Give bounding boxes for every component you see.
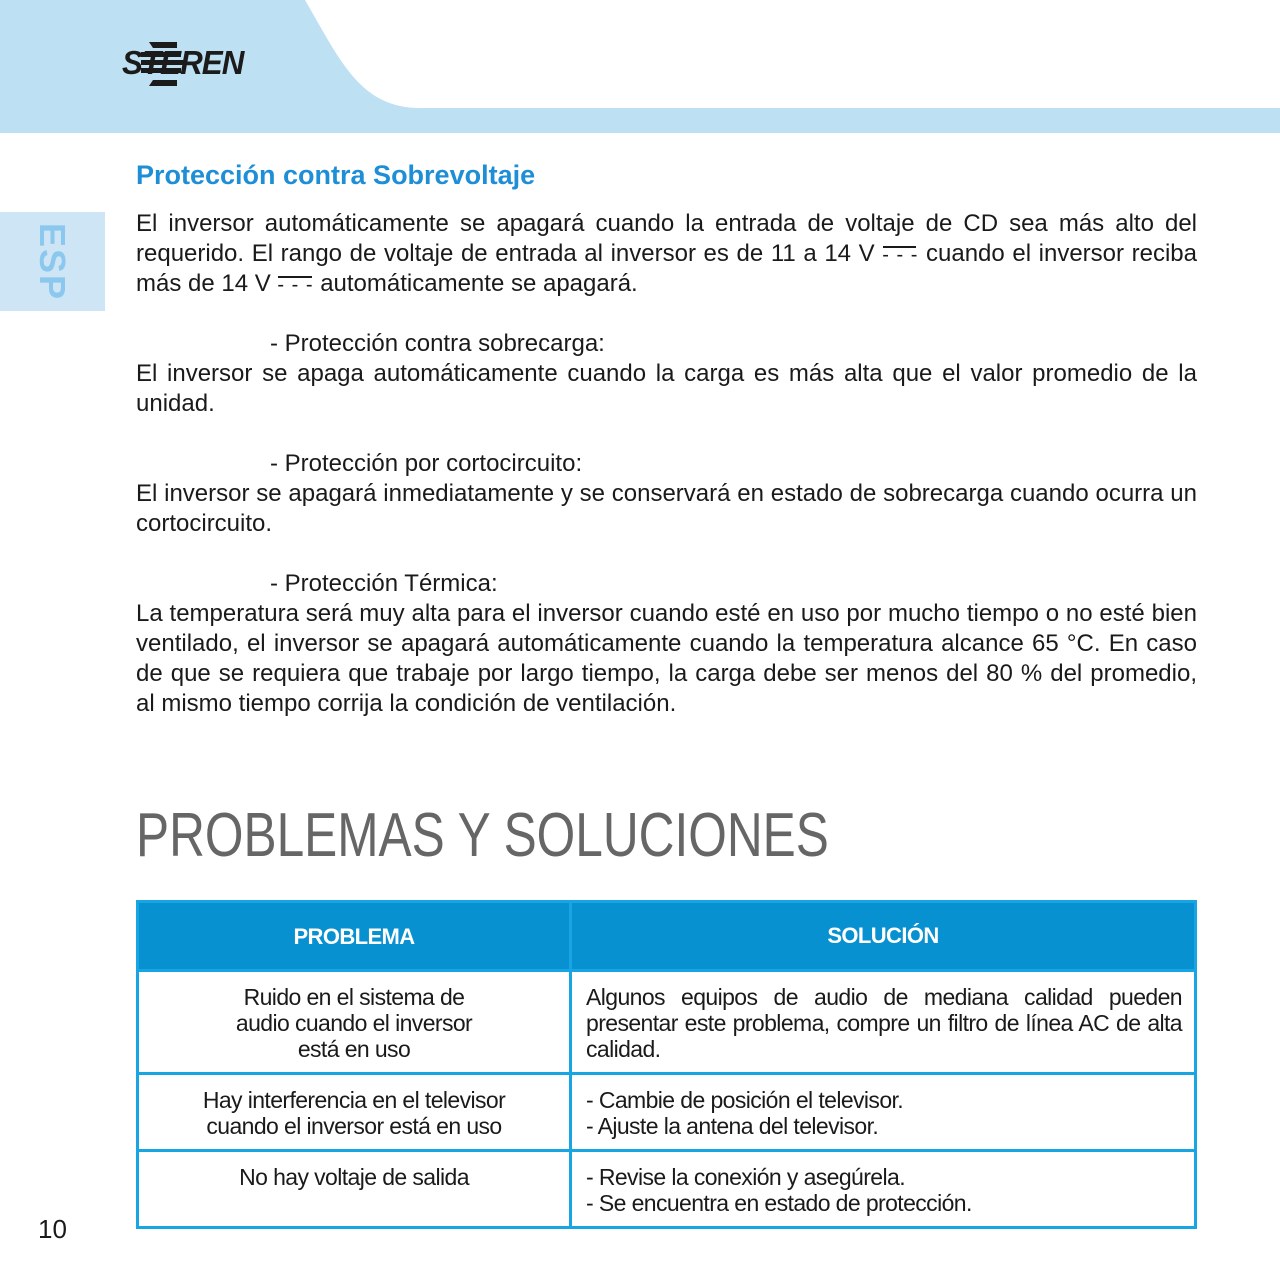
page-number: 10 [38, 1214, 67, 1244]
dc-symbol-icon: - - - [277, 274, 314, 296]
problem-cell [138, 971, 571, 1074]
problem-cell [138, 1074, 571, 1151]
paragraph-overload: El inversor se apaga automáticamente cuando la carga es más alta que el valor promedio de la unidad. [136, 360, 1197, 417]
paragraph-short-circuit: El inversor se apagará inmediatamente y se conservará en estado de sobrecarga cuando ocurra un cortocircuito. [136, 480, 1197, 537]
paragraph-overvoltage [136, 209, 1197, 299]
language-tab [0, 212, 105, 311]
column-header-solution: SOLUCIÓN [571, 902, 1196, 971]
text: cuando el inversor reciba más de 14 V [136, 240, 1197, 297]
text: El inversor automáticamente se apagará cuando la entrada de voltaje de CD sea más alto del requerido. El rango de voltaje de entrada al inversor es de 11 a 14 V [136, 210, 1197, 267]
solution-cell [571, 971, 1196, 1074]
text: automáticamente se apagará. [320, 270, 638, 297]
paragraph-thermal: La temperatura será muy alta para el inversor cuando esté en uso por mucho tiempo o no esté bien ventilado, el inversor se apagará automáticamente cuando la temperatura alcance 65 °C. En caso de que se requiera que trabaje por largo tiempo, la carga debe ser menos del 80 % del promedio, al mismo tiempo corrija la condición de ventilación. [136, 600, 1197, 717]
troubleshooting-title: PROBLEMAS Y SOLUCIONES [136, 801, 829, 870]
subheading-overload: - Protección contra sobrecarga: [270, 330, 605, 357]
text: Hay interferencia en el televisor [202, 1087, 506, 1113]
text: está en uso [297, 1036, 411, 1062]
column-header-problem: PROBLEMA [138, 902, 571, 971]
text: - Revise la conexión y asegúrela. [586, 1164, 905, 1190]
brand-name: STEREN [122, 44, 244, 81]
language-tab-label: ESP [32, 222, 73, 302]
table-row [138, 971, 1196, 1074]
text: Algunos equipos de audio de mediana calidad pueden presentar este problema, compre un filtro de línea AC de alta calidad. [586, 984, 1182, 1062]
text: No hay voltaje de salida [239, 1164, 469, 1190]
table-row [138, 1074, 1196, 1151]
text: cuando el inversor está en uso [206, 1113, 502, 1139]
troubleshooting-table [136, 900, 1197, 1229]
text: - Cambie de posición el televisor. [586, 1087, 904, 1113]
problem-cell [138, 1151, 571, 1228]
text: audio cuando el inversor [235, 1010, 473, 1036]
solution-cell [571, 1074, 1196, 1151]
subheading-thermal: - Protección Térmica: [270, 570, 498, 597]
section-heading: Protección contra Sobrevoltaje [136, 160, 536, 190]
table-row [138, 1151, 1196, 1228]
dc-symbol-icon: - - - [882, 244, 919, 266]
text: - Ajuste la antena del televisor. [586, 1113, 879, 1139]
text: - Se encuentra en estado de protección. [586, 1190, 972, 1216]
solution-cell [571, 1151, 1196, 1228]
text: Ruido en el sistema de [243, 984, 465, 1010]
subheading-short-circuit: - Protección por cortocircuito: [270, 450, 583, 477]
table-header-row [138, 902, 1196, 971]
